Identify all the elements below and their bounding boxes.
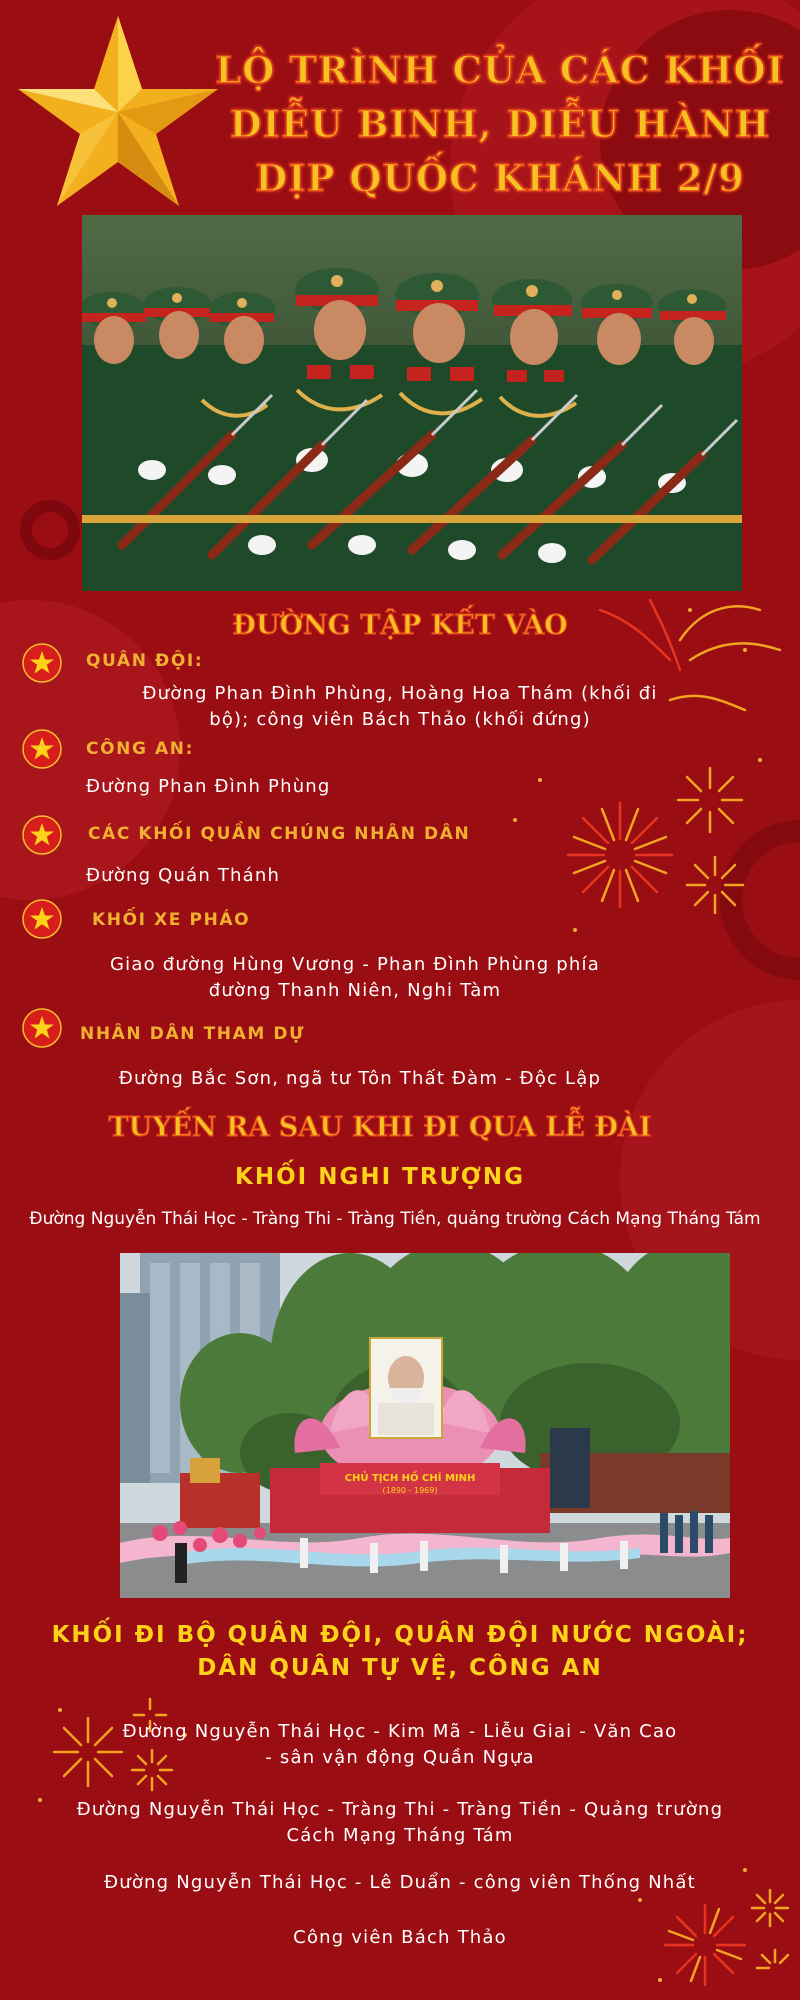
marching-title-line-1: KHỐI ĐI BỘ QUÂN ĐỘI, QUÂN ĐỘI NƯỚC NGOÀI;	[51, 1622, 749, 1648]
assembly-heading: ĐƯỜNG TẬP KẾT VÀO	[232, 610, 568, 641]
marching-route-1: - sân vận động Quần Ngựa	[265, 1747, 535, 1768]
honor-guard-title: KHỐI NGHI TRƯỢNG	[235, 1164, 525, 1190]
marching-route-1: Đường Nguyễn Thái Học - Kim Mã - Liễu Giai - Văn Cao	[122, 1721, 678, 1742]
star-bullet-icon	[22, 815, 62, 855]
parade-float-photo	[120, 1253, 730, 1598]
float-banner-line1: CHỦ TỊCH HỒ CHÍ MINH	[344, 1473, 476, 1484]
category-label-army: QUÂN ĐỘI:	[86, 651, 204, 671]
exit-heading: TUYẾN RA SAU KHI ĐI QUA LỄ ĐÀI	[108, 1112, 652, 1143]
category-label-police: CÔNG AN:	[86, 739, 195, 759]
title-line-3: DỊP QUỐC KHÁNH 2/9	[255, 156, 745, 200]
route-text: Đường Quán Thánh	[86, 865, 281, 886]
float-banner-line2: (1890 - 1969)	[382, 1486, 438, 1495]
star-bullet-icon	[22, 1008, 62, 1048]
marching-route-3: Đường Nguyễn Thái Học - Lê Duẩn - công viên Thống Nhất	[104, 1872, 696, 1893]
marching-title-line-2: DÂN QUÂN TỰ VỆ, CÔNG AN	[197, 1655, 603, 1681]
route-text: Đường Bắc Sơn, ngã tư Tôn Thất Đàm - Độc Lập	[118, 1068, 602, 1089]
marching-route-4: Công viên Bách Thảo	[293, 1927, 507, 1948]
gold-star-icon	[18, 12, 218, 208]
honor-guard-route: Đường Nguyễn Thái Học - Tràng Thi - Tràng Tiền, quảng trường Cách Mạng Tháng Tám	[29, 1209, 761, 1229]
title-line-1: LỘ TRÌNH CỦA CÁC KHỐI	[215, 48, 785, 92]
marching-route-2: Đường Nguyễn Thái Học - Tràng Thi - Tràng Tiền - Quảng trường	[76, 1799, 724, 1820]
soldiers-parade-photo	[82, 215, 742, 591]
route-text: Đường Phan Đình Phùng	[86, 776, 331, 797]
title-line-2: DIỄU BINH, DIỄU HÀNH	[229, 102, 771, 146]
route-text: đường Thanh Niên, Nghi Tàm	[208, 980, 502, 1001]
star-bullet-icon	[22, 899, 62, 939]
star-bullet-icon	[22, 643, 62, 683]
category-label-artillery: KHỐI XE PHÁO	[92, 910, 251, 930]
route-text: Đường Phan Đình Phùng, Hoàng Hoa Thám (khối đi	[142, 683, 658, 704]
category-label-public: NHÂN DÂN THAM DỰ	[80, 1024, 305, 1044]
route-text: bộ); công viên Bách Thảo (khối đứng)	[209, 709, 591, 730]
marching-route-2: Cách Mạng Tháng Tám	[286, 1825, 514, 1846]
category-label-masses: CÁC KHỐI QUẦN CHÚNG NHÂN DÂN	[88, 824, 471, 844]
route-text: Giao đường Hùng Vương - Phan Đình Phùng phía	[110, 954, 600, 975]
star-bullet-icon	[22, 729, 62, 769]
